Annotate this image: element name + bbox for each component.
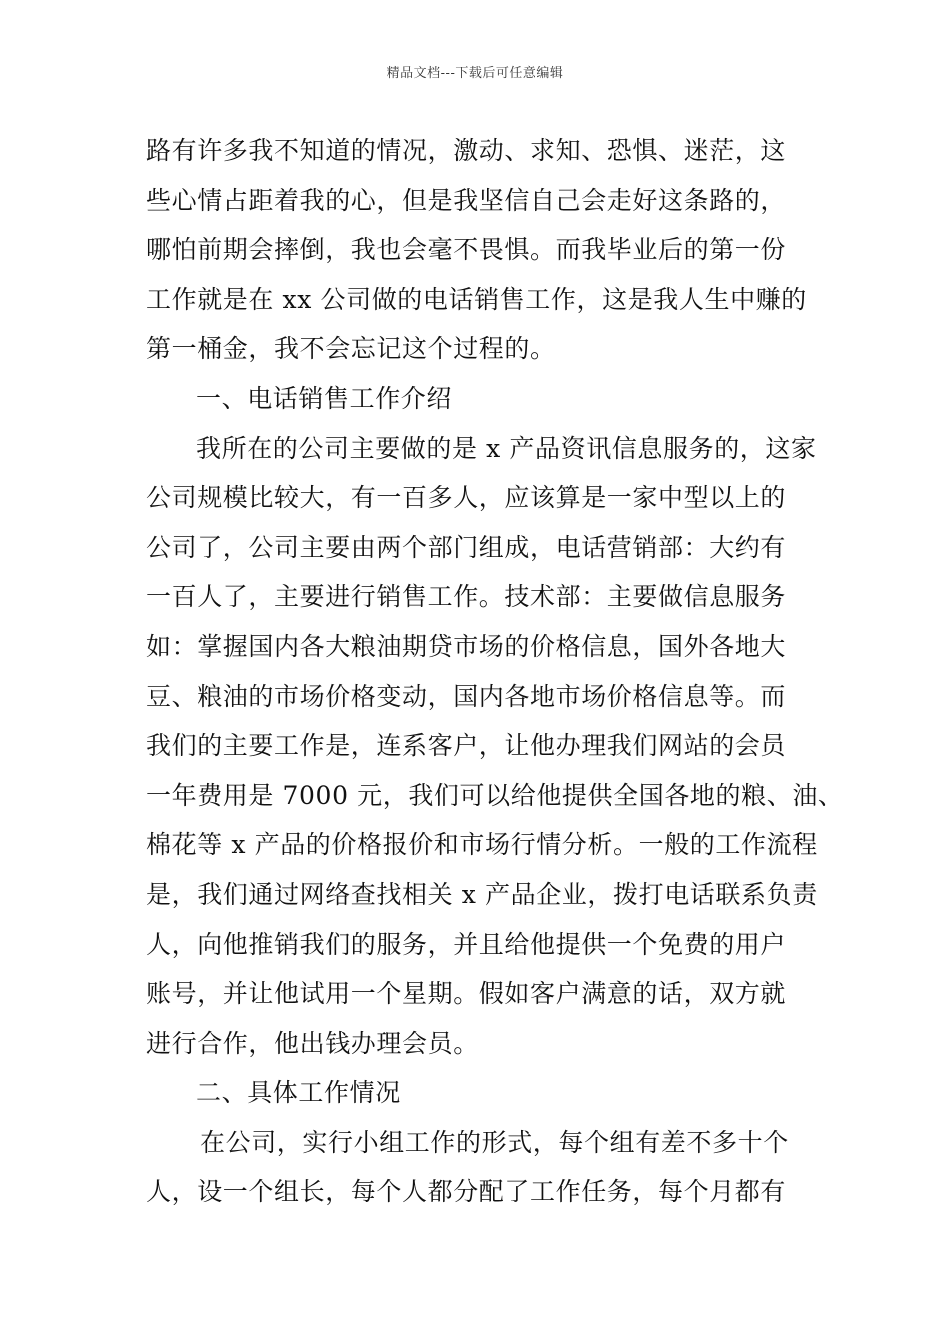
text-line: 第一桶金，我不会忘记这个过程的。 — [146, 334, 556, 364]
text-line: 在公司，实行小组工作的形式，每个组有差不多十个 — [200, 1127, 789, 1157]
text-line: 路有许多我不知道的情况，激动、求知、恐惧、迷茫，这 — [146, 136, 787, 165]
text-line: 工作就是在 xx 公司做的电话销售工作，这是我人生中赚的 — [146, 284, 807, 314]
text-line: 人，设一个组长，每个人都分配了工作任务，每个月都有 — [146, 1177, 787, 1207]
text-line: 二、具体工作情况 — [196, 1078, 401, 1108]
text-line: 公司规模比较大，有一百多人，应该算是一家中型以上的 — [146, 483, 787, 513]
text-line: 是，我们通过网络查找相关 x 产品企业，拨打电话联系负责 — [146, 879, 818, 909]
text-line: 些心情占距着我的心，但是我坚信自己会走好这条路的， — [146, 185, 787, 215]
text-line: 一、电话销售工作介绍 — [196, 383, 453, 413]
text-line: 豆、粮油的市场价格变动，国内各地市场价格信息等。而 — [146, 681, 787, 711]
text-line: 如：掌握国内各大粮油期贷市场的价格信息，国外各地大 — [146, 631, 787, 661]
text-line: 棉花等 x 产品的价格报价和市场行情分析。一般的工作流程 — [146, 830, 818, 860]
text-line: 我所在的公司主要做的是 x 产品资讯信息服务的，这家 — [196, 433, 817, 463]
text-line: 账号，并让他试用一个星期。假如客户满意的话，双方就 — [146, 979, 787, 1009]
text-line: 进行合作，他出钱办理会员。 — [146, 1028, 479, 1058]
body-text — [146, 126, 844, 1217]
page-header: 精品文档---下载后可任意编辑 — [386, 66, 564, 81]
text-line: 一年费用是 7000 元，我们可以给他提供全国各地的粮、油、 — [146, 780, 844, 810]
text-line: 一百人了，主要进行销售工作。技术部：主要做信息服务 — [146, 582, 787, 612]
text-line: 哪怕前期会摔倒，我也会毫不畏惧。而我毕业后的第一份 — [146, 235, 787, 265]
text-line: 我们的主要工作是，连系客户，让他办理我们网站的会员 — [146, 731, 787, 761]
text-line: 公司了，公司主要由两个部门组成，电话营销部：大约有 — [146, 532, 787, 562]
text-line: 人，向他推销我们的服务，并且给他提供一个免费的用户 — [146, 929, 787, 959]
